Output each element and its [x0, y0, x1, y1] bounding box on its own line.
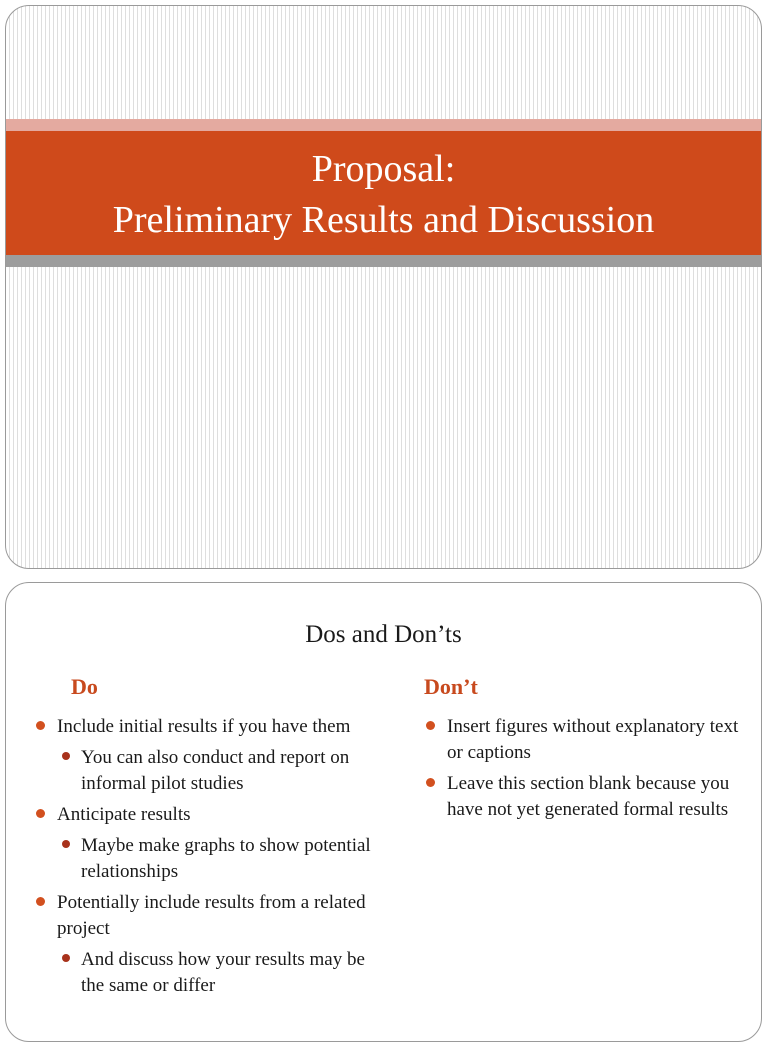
do-item: Potentially include results from a related project	[34, 890, 379, 942]
slide-heading: Dos and Don’ts	[305, 621, 462, 648]
content-slide	[5, 582, 762, 1042]
do-subitem: You can also conduct and report on informal pilot studies	[34, 745, 379, 797]
title-slide	[5, 5, 762, 569]
title-band-bottom-stripe	[6, 255, 761, 267]
dont-item: Insert figures without explanatory text or captions	[424, 714, 744, 766]
do-list	[34, 714, 379, 1004]
slide-title	[6, 144, 761, 246]
dont-list	[424, 714, 744, 828]
slide-title-line2: Preliminary Results and Discussion	[112, 199, 655, 241]
dont-item: Leave this section blank because you have not yet generated formal results	[424, 771, 744, 823]
dont-column-heading: Don’t	[424, 674, 478, 699]
do-item: Anticipate results	[34, 802, 379, 828]
do-item: Include initial results if you have them	[34, 714, 379, 740]
slide-title-line1: Proposal:	[311, 148, 456, 190]
do-subitem: And discuss how your results may be the same or differ	[34, 947, 379, 999]
title-band-top-stripe	[6, 119, 761, 131]
do-column-heading: Do	[71, 674, 98, 699]
do-subitem: Maybe make graphs to show potential relationships	[34, 833, 379, 885]
